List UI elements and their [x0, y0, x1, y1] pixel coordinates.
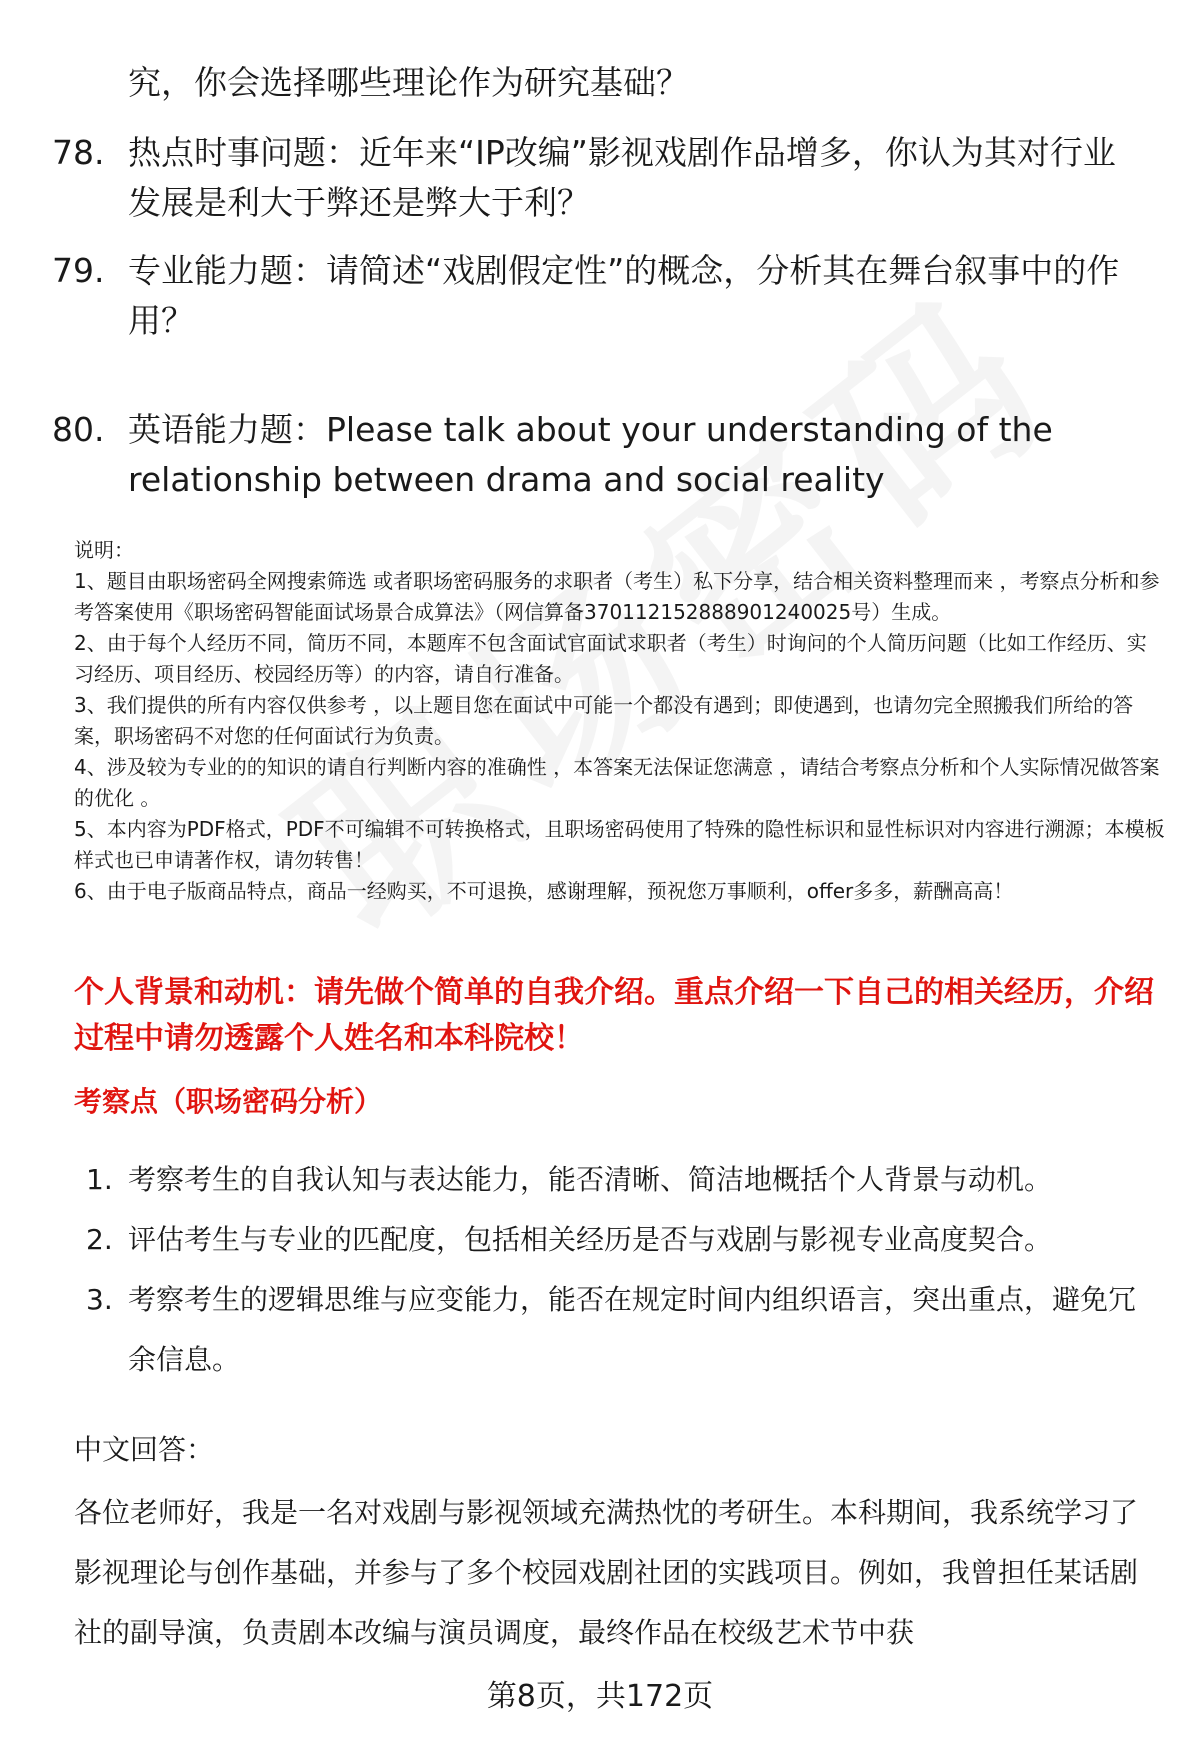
question-text: 英语能力题：Please talk about your understanding of the relationship between drama and social reality: [128, 410, 1053, 499]
list-item: [74, 1270, 1154, 1390]
notes-block: [74, 535, 1166, 907]
notes-line: 1、题目由职场密码全网搜索筛选 或者职场密码服务的求职者（考生）私下分享，结合相关资料整理而来 ，考察点分析和参考答案使用《职场密码智能面试场景合成算法》（网信算备370112152888901240025号）生成。: [74, 569, 1160, 624]
section-subtitle: 考察点（职场密码分析）: [74, 1085, 383, 1118]
list-number: 1.: [86, 1163, 113, 1196]
list-text: 考察考生的逻辑思维与应变能力，能否在规定时间内组织语言，突出重点，避免冗余信息。: [128, 1283, 1137, 1376]
notes-line: 4、涉及较为专业的的知识的请自行判断内容的准确性 ，本答案无法保证您满意 ，请结合考察点分析和个人实际情况做答案的优化 。: [74, 755, 1160, 810]
list-number: 2.: [86, 1223, 113, 1256]
question-number: 79.: [52, 251, 105, 290]
question-78: [52, 128, 1152, 228]
page-footer: 第8页，共172页: [486, 1679, 714, 1714]
notes-line: 2、由于每个人经历不同，简历不同，本题库不包含面试官面试求职者（考生）时询问的个人简历问题（比如工作经历、实习经历、项目经历、校园经历等）的内容，请自行准备。: [74, 631, 1147, 686]
list-item: [74, 1150, 1154, 1210]
notes-line: 5、本内容为PDF格式，PDF不可编辑不可转换格式，且职场密码使用了特殊的隐性标识和显性标识对内容进行溯源；本模板样式也已申请著作权，请勿转售！: [74, 817, 1165, 872]
list-item: [74, 1210, 1154, 1270]
answer-text: 各位老师好，我是一名对戏剧与影视领域充满热忱的考研生。本科期间，我系统学习了影视理论与创作基础，并参与了多个校园戏剧社团的实践项目。例如，我曾担任某话剧社的副导演，负责剧本改编与演员调度，最终作品在校级艺术节中获: [74, 1496, 1139, 1649]
list-text: 评估考生与专业的匹配度，包括相关经历是否与戏剧与影视专业高度契合。: [128, 1223, 1053, 1256]
section-title: 个人背景和动机：请先做个简单的自我介绍。重点介绍一下自己的相关经历，介绍过程中请勿透露个人姓名和本科院校！: [74, 975, 1154, 1056]
question-80: [52, 405, 1152, 505]
answer-label: 中文回答：: [74, 1433, 215, 1466]
list-number: 3.: [86, 1283, 113, 1316]
question-continuation: 究，你会选择哪些理论作为研究基础？: [128, 63, 689, 102]
notes-line: 6、由于电子版商品特点，商品一经购买，不可退换，感谢理解，预祝您万事顺利，offer多多，薪酬高高！: [74, 879, 1014, 903]
question-text: 热点时事问题：近年来“IP改编”影视戏剧作品增多，你认为其对行业发展是利大于弊还是弊大于利？: [128, 133, 1116, 222]
question-number: 78.: [52, 133, 105, 172]
notes-line: 3、我们提供的所有内容仅供参考 ，以上题目您在面试中可能一个都没有遇到；即使遇到，也请勿完全照搬我们所给的答案，职场密码不对您的任何面试行为负责。: [74, 693, 1134, 748]
list-text: 考察考生的自我认知与表达能力，能否清晰、简洁地概括个人背景与动机。: [128, 1163, 1053, 1196]
notes-title: 说明：: [74, 538, 134, 562]
question-text: 专业能力题：请简述“戏剧假定性”的概念，分析其在舞台叙事中的作用？: [128, 251, 1120, 340]
question-number: 80.: [52, 410, 105, 449]
question-79: [52, 246, 1152, 346]
key-points-list: [74, 1150, 1154, 1390]
